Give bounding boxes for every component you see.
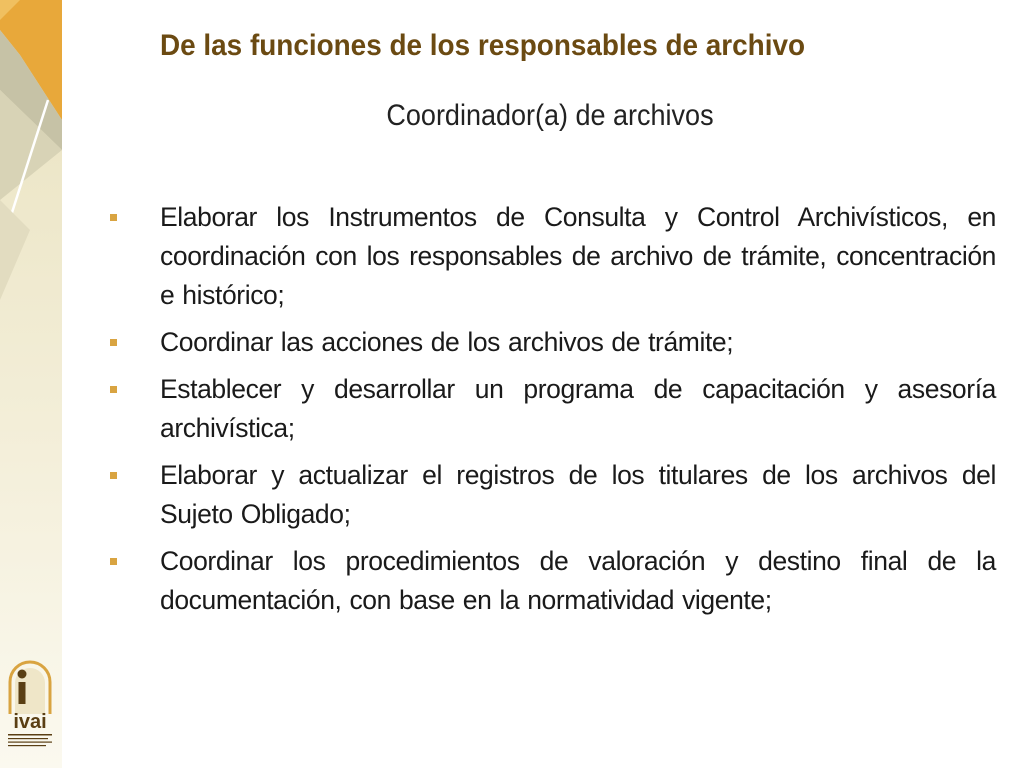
page-title: De las funciones de los responsables de archivo xyxy=(160,29,806,62)
list-item xyxy=(104,198,996,315)
decorative-side-band xyxy=(0,0,62,768)
bullet-text: Elaborar los Instrumentos de Consulta y Control Archivísticos, en coordinación con los responsables de archivo de trámite, concentración e histórico; xyxy=(160,202,996,310)
list-item xyxy=(104,323,996,362)
bullet-list xyxy=(104,198,996,628)
square-bullet-icon xyxy=(110,558,117,565)
page-subtitle: Coordinador(a) de archivos xyxy=(386,99,714,132)
svg-text:ivai: ivai xyxy=(13,711,47,733)
square-bullet-icon xyxy=(110,386,117,393)
bullet-text: Coordinar los procedimientos de valoración y destino final de la documentación, con base en la normatividad vigente; xyxy=(160,546,996,615)
bullet-text: Elaborar y actualizar el registros de los titulares de los archivos del Sujeto Obligado; xyxy=(160,460,996,529)
list-item xyxy=(104,370,996,448)
ivai-logo xyxy=(4,656,56,752)
square-bullet-icon xyxy=(110,339,117,346)
list-item xyxy=(104,542,996,620)
bullet-text: Coordinar las acciones de los archivos de trámite; xyxy=(160,327,734,357)
square-bullet-icon xyxy=(110,472,117,479)
bullet-text: Establecer y desarrollar un programa de capacitación y asesoría archivística; xyxy=(160,374,996,443)
list-item xyxy=(104,456,996,534)
square-bullet-icon xyxy=(110,214,117,221)
